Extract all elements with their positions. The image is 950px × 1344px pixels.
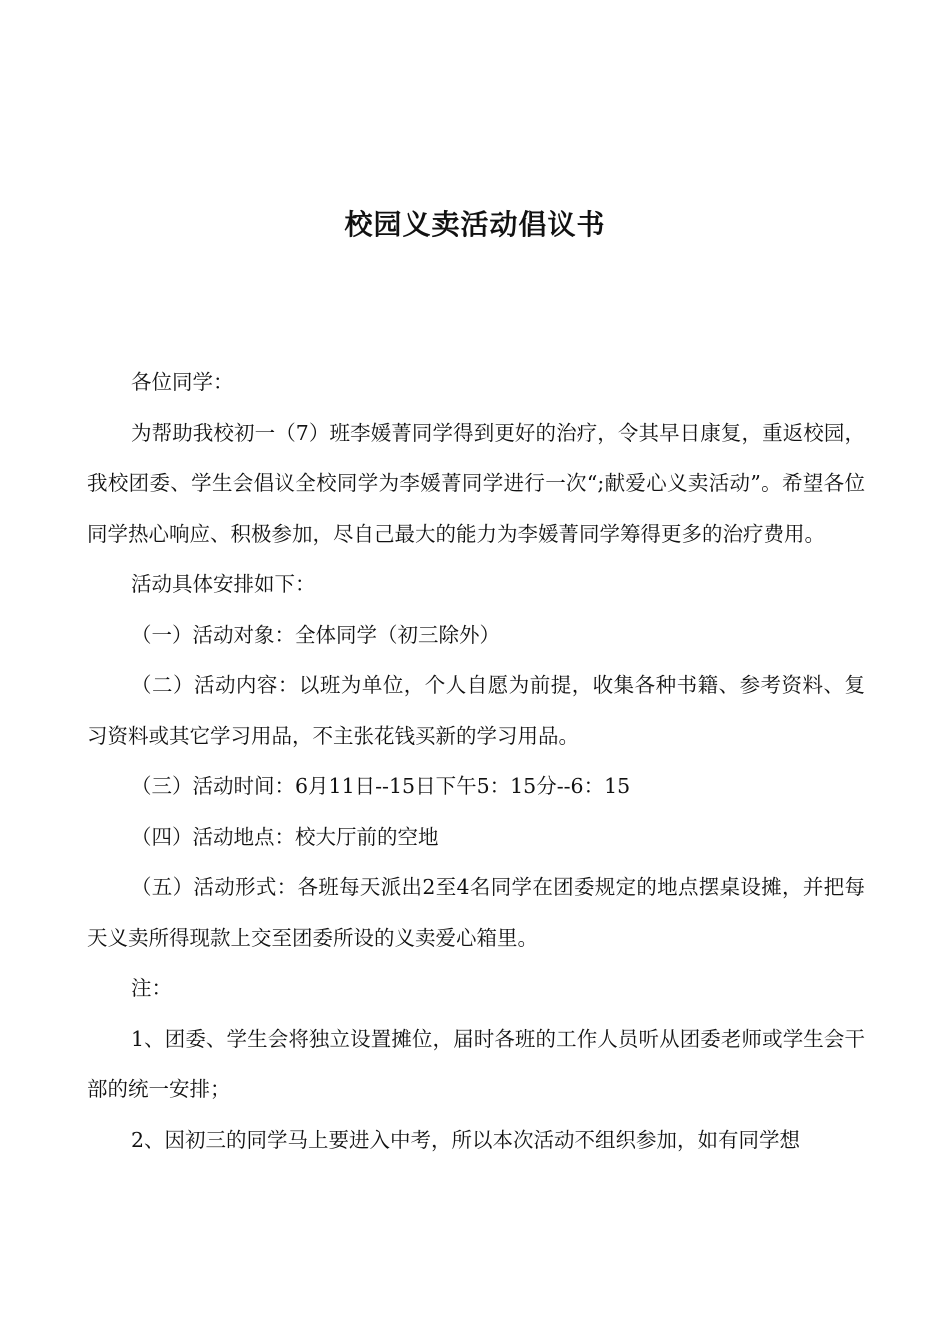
item-time: （三）活动时间：6月11日--15日下午5：15分--6：15 [131, 774, 631, 798]
item-form: （五）活动形式：各班每天派出2至4名同学在团委规定的地点摆桌设摊，并把每天义卖所得现款上交至团委所设的义卖爱心箱里。 [87, 875, 865, 950]
note-heading: 注： [131, 976, 172, 1000]
arrangement-heading: 活动具体安排如下： [131, 572, 316, 596]
note-2: 2、因初三的同学马上要进入中考，所以本次活动不组织参加，如有同学想 [131, 1127, 801, 1152]
salutation: 各位同学： [131, 370, 234, 394]
intro-paragraph: 为帮助我校初一（7）班李媛菁同学得到更好的治疗，令其早日康复，重返校园，我校团委、学生会倡议全校同学为李媛菁同学进行一次“;献爱心义卖活动”。希望各位同学热心响应、积极参加，尽自己最大的能力为李媛菁同学筹得更多的治疗费用。 [87, 420, 865, 546]
item-location: （四）活动地点：校大厅前的空地 [131, 824, 439, 849]
document-title: 校园义卖活动倡议书 [344, 208, 606, 241]
item-content: （二）活动内容：以班为单位，个人自愿为前提，收集各种书籍、参考资料、复习资料或其它学习用品，不主张花钱买新的学习用品。 [87, 673, 865, 748]
note-1: 1、团委、学生会将独立设置摊位，届时各班的工作人员听从团委老师或学生会干部的统一安排； [87, 1026, 865, 1101]
item-target: （一）活动对象：全体同学（初三除外） [131, 622, 500, 647]
document-body [87, 357, 865, 1165]
